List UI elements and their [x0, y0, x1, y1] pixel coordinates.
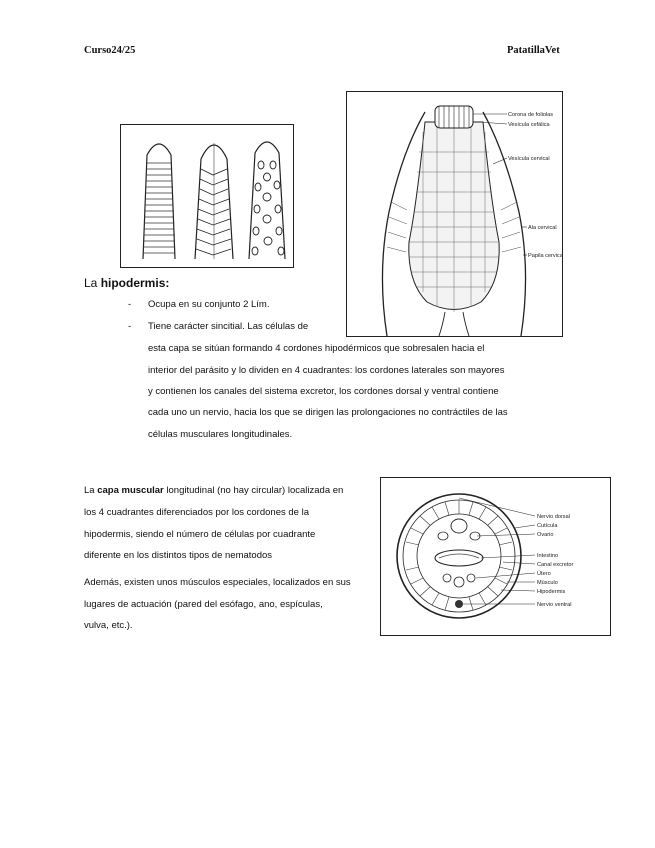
- muscle-prefix: La: [84, 485, 98, 496]
- paragraph-line: interior del parásito y lo dividen en 4 cuadrantes: los cordones laterales son mayores: [148, 365, 505, 376]
- section-title-bold: hipodermis:: [100, 276, 170, 290]
- paragraph-line: cada uno un nervio, hacia los que se dirigen las prolongaciones no contráctiles de las: [148, 407, 508, 418]
- extra-line: vulva, etc.).: [84, 620, 133, 631]
- label-hipodermis: Hipodermis: [537, 589, 566, 595]
- paragraph-line: esta capa se sitúan formando 4 cordones hipodérmicos que sobresalen hacia el: [148, 343, 485, 354]
- label-corona: Corona de foliolas: [508, 112, 554, 118]
- label-nervio-ventral: Nervio ventral: [537, 602, 572, 608]
- label-utero: Útero: [537, 571, 551, 577]
- anterior-end-drawing: [347, 92, 562, 336]
- paragraph-line: y contienen los canales del sistema excretor, los cordones dorsal y ventral contiene: [148, 386, 499, 397]
- label-vesicula-cefalica: Vesícula cefálica: [508, 122, 550, 128]
- extra-line: Además, existen unos músculos especiales, localizados en sus: [84, 577, 351, 588]
- muscle-rest: longitudinal (no hay circular) localizada en: [163, 485, 344, 496]
- section-title: [84, 276, 169, 290]
- bullet-text: Tiene carácter sincitial. Las células de: [148, 321, 309, 332]
- bullet-text: Ocupa en su conjunto 2 Lím.: [148, 299, 270, 310]
- extra-line: lugares de actuación (pared del esófago, ano, espículas,: [84, 599, 323, 610]
- label-intestino: Intestino: [537, 553, 559, 559]
- muscle-line: hipodermis, siendo el número de células por cuadrante: [84, 529, 316, 540]
- header-author: PatatillaVet: [507, 45, 560, 56]
- bullet-dash: -: [128, 299, 132, 310]
- muscle-line: [84, 484, 343, 498]
- header-course: Curso24/25: [84, 45, 136, 56]
- cross-section-drawing: [381, 478, 610, 635]
- figure-cross-section: [380, 477, 611, 636]
- figure-cuticle-patterns: [120, 124, 294, 268]
- label-ovario: Ovario: [537, 532, 554, 538]
- label-cuticula: Cutícula: [537, 523, 558, 529]
- paragraph-line: células musculares longitudinales.: [148, 429, 293, 440]
- section-title-prefix: La: [84, 276, 101, 290]
- figure-anterior-end: [346, 91, 563, 337]
- cuticle-patterns-drawing: [121, 125, 293, 267]
- label-musculo: Músculo: [537, 580, 558, 586]
- label-papila-cervical: Papila cervical: [528, 253, 562, 259]
- muscle-line: diferente en los distintos tipos de nematodos: [84, 550, 273, 561]
- muscle-line: los 4 cuadrantes diferenciados por los cordones de la: [84, 507, 309, 518]
- label-vesicula-cervical: Vesícula cervical: [508, 156, 550, 162]
- bullet-dash: -: [128, 321, 132, 332]
- muscle-bold: capa muscular: [97, 485, 164, 496]
- label-canal-excretor: Canal excretor: [537, 562, 574, 568]
- label-nervio-dorsal: Nervio dorsal: [537, 514, 570, 520]
- label-ala-cervical: Ala cervical: [528, 225, 557, 231]
